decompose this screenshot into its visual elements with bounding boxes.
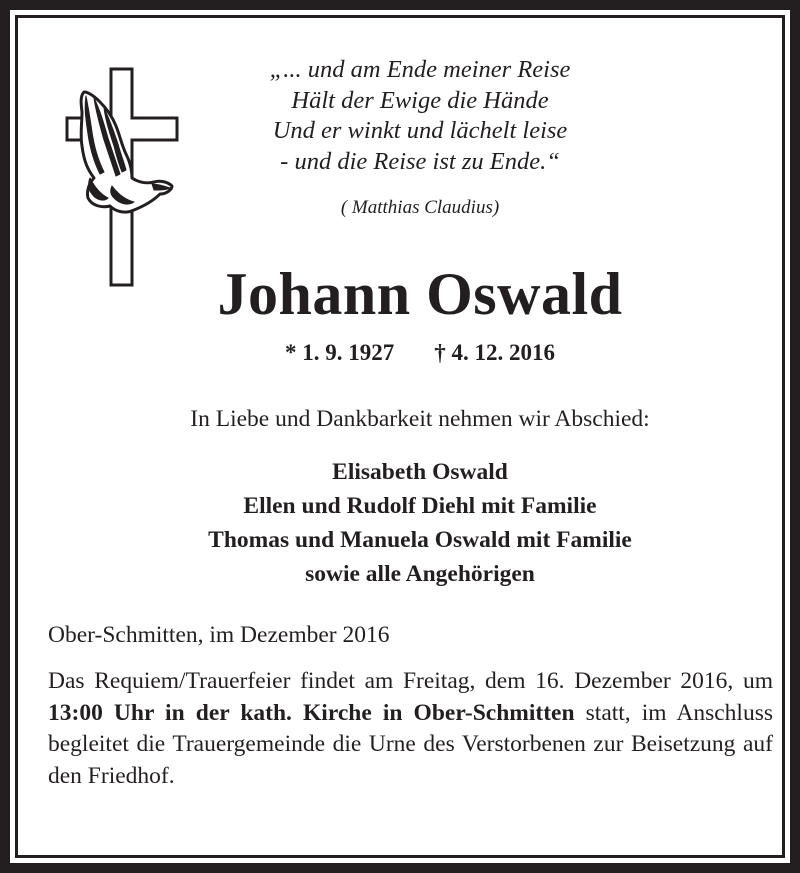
quote-block xyxy=(230,55,610,177)
quote-line: Und er winkt und lächelt leise xyxy=(272,117,568,144)
deceased-name: Johann Oswald xyxy=(217,261,623,327)
quote-line: Hält der Ewige die Hände xyxy=(291,86,549,114)
mourner-item: sowie alle Angehörigen xyxy=(305,561,535,587)
quote-line: - und die Reise ist zu Ende.“ xyxy=(280,147,560,175)
life-dates xyxy=(200,338,640,368)
quote-line: „... und am Ende meiner Reise xyxy=(269,56,571,83)
mourners-list xyxy=(80,455,760,591)
place-and-date: Ober-Schmitten, im Dezember 2016 xyxy=(48,622,390,648)
death-date: † 4. 12. 2016 xyxy=(434,340,555,365)
mourner-item: Thomas und Manuela Oswald mit Familie xyxy=(208,527,632,553)
service-time-location: 13:00 Uhr in der kath. Kirche in Ober-Schmitten xyxy=(48,699,575,726)
cross-with-praying-hands-icon xyxy=(60,62,185,290)
birth-date: * 1. 9. 1927 xyxy=(285,340,395,365)
service-text-start: Das Requiem/Trauerfeier findet am Freitag, dem 16. Dezember 2016, um xyxy=(48,668,773,694)
quote-author: ( Matthias Claudius) xyxy=(340,197,500,218)
mourner-item: Ellen und Rudolf Diehl mit Familie xyxy=(243,493,597,519)
service-text-end: statt, im Anschluss begleitet die Trauergemeinde die Urne des Verstorbenen zur Beisetzung auf den Friedhof. xyxy=(48,699,773,789)
farewell-text: In Liebe und Dankbarkeit nehmen wir Abschied: xyxy=(190,406,650,432)
service-info xyxy=(48,666,773,792)
mourner-item: Elisabeth Oswald xyxy=(332,459,508,485)
